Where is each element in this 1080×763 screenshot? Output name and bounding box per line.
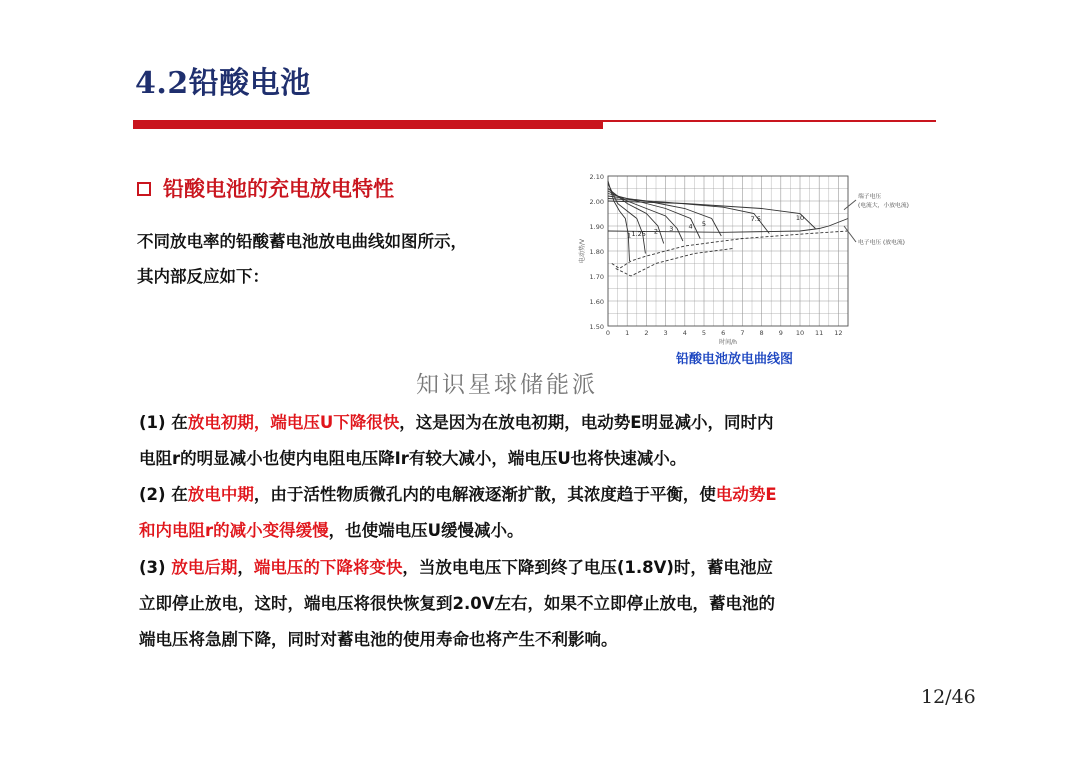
chart-annotation: 电子电压 (放电流) [858,240,905,246]
paragraph-line [139,622,939,658]
series-line [612,231,848,269]
series-label: 4 [688,222,693,231]
x-tick-label: 0 [605,329,611,337]
highlight-text: 和内电阻r的减小变得缓慢 [139,521,329,540]
x-tick-label: 5 [701,329,707,337]
series-label: 10 [795,213,805,222]
y-tick-label: 2.10 [589,173,604,181]
x-tick-label: 1 [625,329,630,337]
y-tick-label: 1.90 [589,223,604,231]
intro-text [137,224,567,294]
x-tick-label: 2 [644,329,649,337]
series-label: 5 [701,220,707,228]
body-text: 电阻r的明显减小也使内电阻电压降Ir有较大减小，端电压U也将快速减小。 [139,449,687,468]
highlight-text: 放电初期，端电压U下降很快 [187,413,400,432]
body-text: 立即停止放电，这时，端电压将很快恢复到2.0V左右，如果不立即停止放电，蓄电池的 [139,594,775,613]
section-heading: 铅酸电池的充电放电特性 [163,177,394,201]
highlight-text: 端电压的下降将变快 [253,558,403,577]
y-tick-label: 1.80 [589,248,604,256]
figure-caption: 铅酸电池放电曲线图 [676,352,794,367]
intro-line-1: 不同放电率的铅酸蓄电池放电曲线如图所示， [137,232,467,251]
annotation-leader [844,226,856,242]
body-text: (1) 在 [139,413,188,432]
square-bullet-icon [137,182,151,196]
slide-title: 4.2铅酸电池 [135,66,311,101]
body-text: ，由于活性物质微孔内的电解液逐渐扩散，其浓度趋于平衡，使 [253,485,716,504]
y-tick-label: 1.70 [589,273,604,281]
series-label: 1.25 [631,230,646,238]
highlight-text: 放电中期 [187,485,254,504]
body-text: (2) 在 [139,485,188,504]
series-label: 3 [669,225,674,233]
body-text: (3) [139,558,172,577]
section-heading-row [137,173,394,203]
x-tick-label: 9 [778,329,783,337]
title-underline-line [603,120,936,122]
paragraph-line [139,550,939,586]
series-label: 1 [627,231,632,240]
x-tick-label: 3 [663,329,668,337]
x-tick-label: 6 [721,329,726,337]
x-tick-label: 4 [682,329,687,337]
intro-line-2: 其内部反应如下： [137,267,269,286]
y-axis-label: 电动势/V [579,238,586,264]
chart-annotation: 端子电压 [858,194,882,200]
body-text: 端电压将急剧下降，同时对蓄电池的使用寿命也将产生不利影响。 [139,630,618,649]
x-axis-label: 时间/h [719,339,737,346]
series-label: 2 [653,227,659,236]
paragraph-3 [139,550,939,658]
paragraph-line [139,405,939,441]
body-text: ，也使端电压U缓慢减小。 [328,521,524,540]
body-text: ，当放电电压下降到终了电压(1.8V)时，蓄电池应 [402,558,773,577]
x-tick-label: 12 [834,329,843,337]
paragraph-line [139,441,939,477]
x-tick-label: 8 [759,329,764,337]
page-number: 12/46 [921,686,976,708]
x-tick-label: 7 [740,329,745,337]
discharge-curve-svg [572,162,934,352]
chart-annotation: (电流大，小放电流) [858,203,909,209]
y-tick-label: 1.60 [589,298,604,306]
body-text: ，这是因为在放电初期，电动势E明显减小，同时内 [399,413,774,432]
x-tick-label: 11 [815,329,824,337]
paragraph-line [139,477,939,513]
series-line [616,249,733,277]
paragraph-1 [139,405,939,477]
annotation-leader [844,200,856,210]
body-text: ， [237,558,254,577]
paragraph-line [139,513,939,549]
series-label: 7.5 [750,215,762,223]
title-underline-bar [133,120,603,129]
x-tick-label: 10 [795,329,805,337]
highlight-text: 电动势E [715,485,777,504]
y-tick-label: 1.50 [589,323,604,331]
discharge-curve-chart [572,162,934,352]
paragraph-2 [139,477,939,549]
watermark-text: 知识星球储能派 [416,372,598,398]
paragraph-line [139,586,939,622]
y-tick-label: 2.00 [589,198,604,206]
highlight-text: 放电后期 [171,558,238,577]
